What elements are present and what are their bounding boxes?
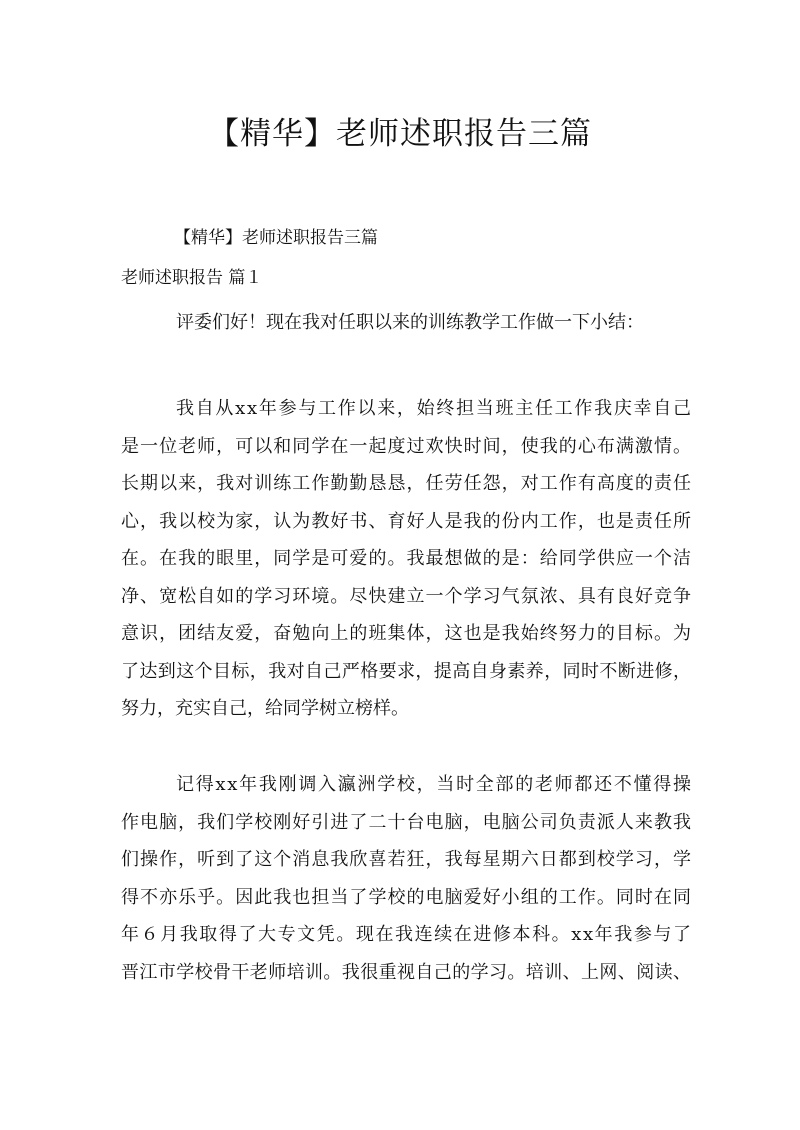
paragraph-line: 晋江市学校骨干老师培训。我很重视自己的学习。培训、上网、阅读、 — [121, 961, 692, 983]
paragraph-line: 我自从xx年参与工作以来，始终担当班主任工作我庆幸自己 — [176, 398, 693, 419]
paragraph-line: 们操作，听到了这个消息我欣喜若狂，我每星期六日都到校学习，学 — [121, 849, 693, 870]
paragraph-line: 努力，充实自己，给同学树立榜样。 — [121, 698, 409, 719]
paragraph-line: 年６月我取得了大专文凭。现在我连续在进修本科。xx年我参与了 — [121, 924, 693, 945]
body-paragraph — [121, 766, 691, 991]
paragraph-line: 是一位老师，可以和同学在一起度过欢快时间，使我的心布满激情。 — [121, 435, 693, 457]
paragraph-line: 心，我以校为家，认为教好书、育好人是我的份内工作，也是责任所 — [121, 510, 693, 532]
document-title: 【精华】老师述职报告三篇 — [208, 116, 592, 152]
paragraph-line: 得不亦乐乎。因此我也担当了学校的电脑爱好小组的工作。同时在同 — [121, 886, 693, 908]
paragraph-line: 了达到这个目标，我对自己严格要求，提高自身素养，同时不断进修， — [121, 660, 692, 682]
document-subtitle: 【精华】老师述职报告三篇 — [174, 228, 378, 248]
greeting-line: 评委们好！现在我对任职以来的训练教学工作做一下小结： — [176, 312, 644, 333]
paragraph-line: 净、宽松自如的学习环境。尽快建立一个学习气氛浓、具有良好竞争 — [121, 585, 693, 607]
section-heading: 老师述职报告 篇１ — [121, 268, 263, 288]
body-paragraph — [121, 390, 691, 728]
paragraph-line: 记得xx年我刚调入瀛洲学校，当时全部的老师都还不懂得操 — [176, 774, 693, 795]
paragraph-line: 作电脑，我们学校刚好引进了二十台电脑，电脑公司负责派人来教我 — [121, 811, 693, 833]
paragraph-line: 意识，团结友爱，奋勉向上的班集体，这也是我始终努力的目标。为 — [121, 623, 693, 644]
paragraph-line: 长期以来，我对训练工作勤勤恳恳，任劳任怨，对工作有高度的责任 — [121, 473, 693, 494]
paragraph-line: 在。在我的眼里，同学是可爱的。我最想做的是：给同学供应一个洁 — [121, 548, 693, 569]
